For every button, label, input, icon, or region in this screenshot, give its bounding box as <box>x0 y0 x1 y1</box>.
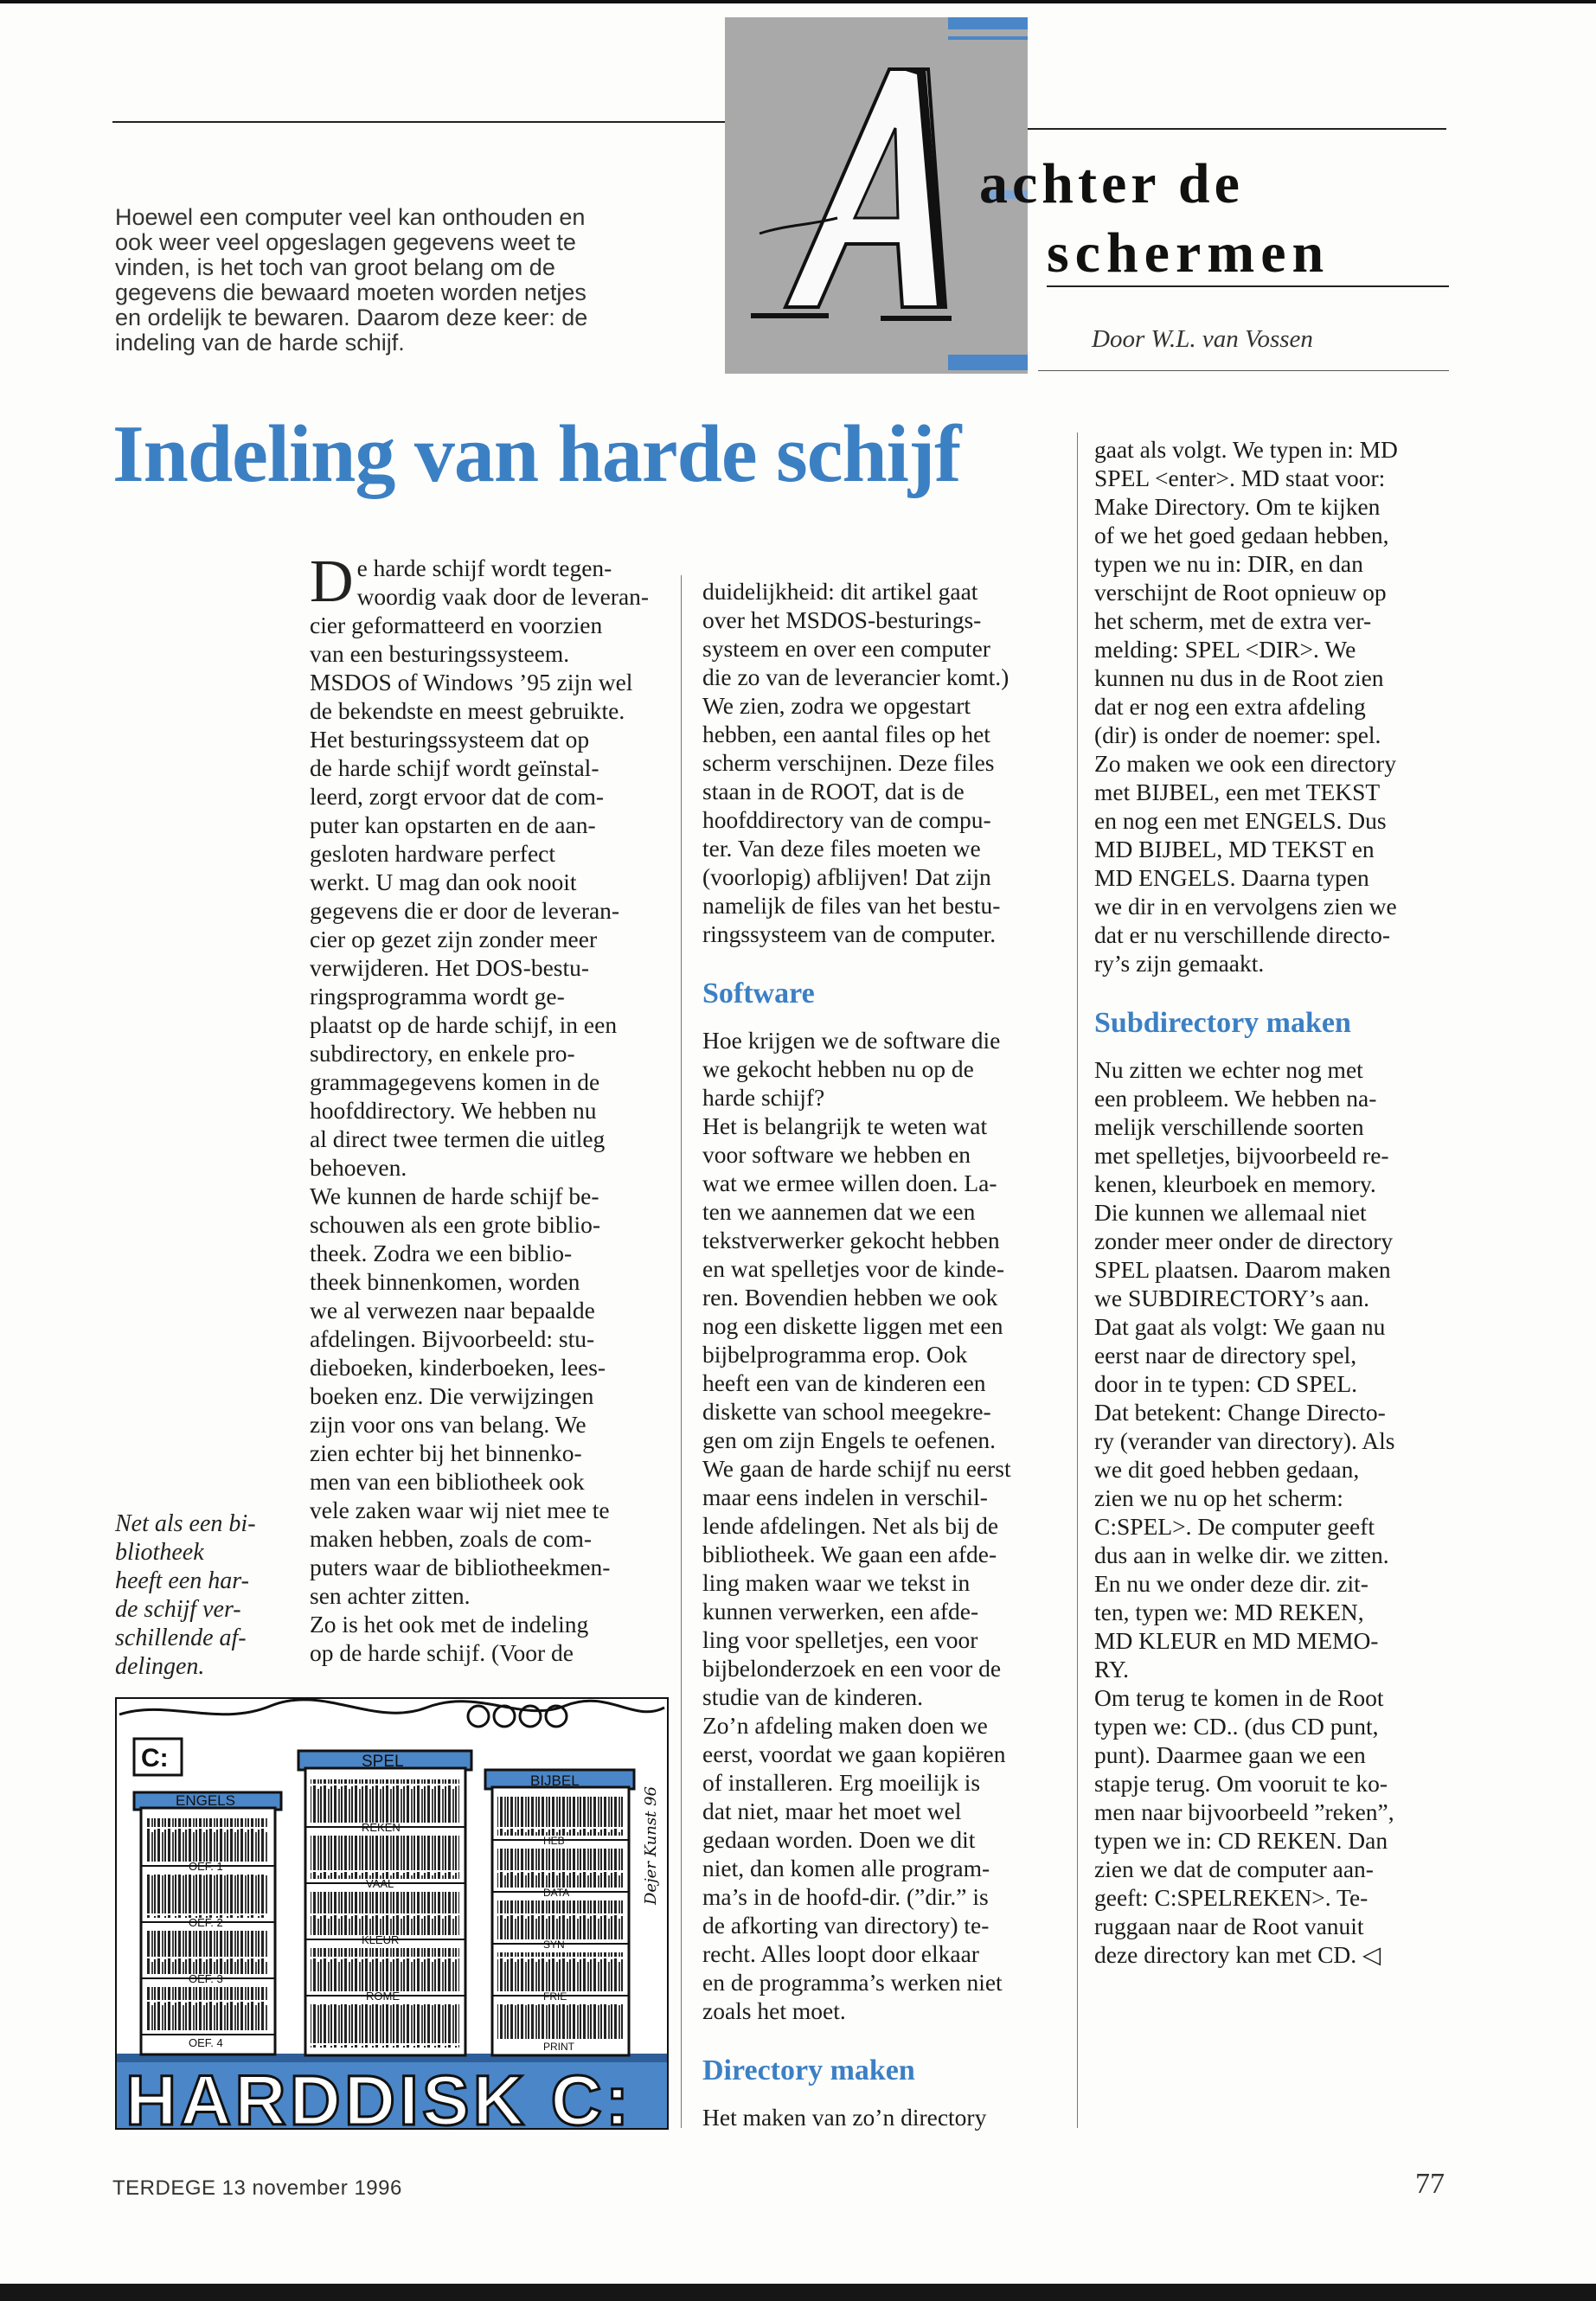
column-divider-2 <box>1077 433 1078 2128</box>
column-2-paragraph-3: Het maken van zo’n directory <box>702 2104 987 2131</box>
series-title-line1 <box>979 154 1244 215</box>
shelf-label: SYN <box>543 1939 565 1951</box>
series-title-line2: schermen <box>1047 221 1330 285</box>
shelf-label: VAAL <box>366 1877 394 1890</box>
intro-text: Hoewel een computer veel kan onthouden en ook weer veel opgeslagen gegevens weet te vinden, is het toch van groot belang om de gegevens die bewaard moeten worden netjes en ordelijk te bewaren. Daarom deze keer: de indeling van de harde schijf. <box>115 204 588 356</box>
shelf-label: OEF. 3 <box>189 1972 223 1985</box>
series-title-rest: chter de <box>1012 152 1244 215</box>
drive-label: C: <box>141 1744 169 1772</box>
cabinet-spel <box>298 1751 471 2055</box>
page-number: 77 <box>1415 2168 1445 2200</box>
column-2-paragraph-2: Hoe krijgen we de software die we gekocht hebben nu op de harde schijf? Het is belangrijk te weten wat voor software we hebben en wat we ermee willen doen. La- ten we aannemen dat we een tekstverwerker gekocht hebben en wat spelletjes voor de kinde- ren. Bovendien hebben we ook nog een diskette liggen met een bijbelprogramma erop. Ook heeft een van de kinderen een diskette van school meegekre- gen om zijn Engels te oefenen. We gaan de harde schijf nu eerst maar eens indelen in verschil- lende afdelingen. Net als bij de bibliotheek. We gaan een afde- ling maken waar we tekst in kunnen verwerken, een afde- ling voor spelletjes, een voor bijbelonderzoek en een voor de studie van de kinderen. Zo’n afdeling maken doen we eerst, voordat we gaan kopiëren of installeren. Erg moeilijk is dat niet, maar het moet wel gedaan worden. Doen we dit niet, dan komen alle program- ma’s in de hoofd-dir. (”dir.” is de afkorting van directory) te- recht. Alles loopt door elkaar en de programma’s werken niet zoals het moet. <box>702 1027 1011 2024</box>
byline: Door W.L. van Vossen <box>1092 325 1313 353</box>
shelf-label: FRIE <box>543 1990 567 2003</box>
footer-publication: TERDEGE 13 november 1996 <box>112 2176 402 2200</box>
shelf-label: KLEUR <box>362 1933 400 1946</box>
shelf-label: OEF. 4 <box>189 2036 223 2049</box>
cabinet-label: SPEL <box>362 1753 404 1771</box>
top-border <box>0 0 1596 3</box>
column-1-body: e harde schijf wordt tegen- woordig vaak door de leveran- cier geformatteerd en voorzien van een besturingssysteem. MSDOS of Windows ’95 zijn wel de bekendste en meest gebruikte. Het besturingssysteem dat op de harde schijf wordt geïnstal- leerd, zorgt ervoor dat de com- puter kan opstarten en de aan- gesloten hardware perfect werkt. U mag dan ook nooit gegevens die er door de leveran- cier op gezet zijn zonder meer verwijderen. Het DOS-bestu- ringsprogramma wordt ge- plaatst op de harde schijf, in een subdirectory, en enkele pro- grammagegevens komen in de hoofddirectory. We hebben nu al direct twee termen die uitleg behoeven. We kunnen de harde schijf be- schouwen als een grote biblio- theek. Zodra we een biblio- theek binnenkomen, worden we al verwezen naar bepaalde afdelingen. Bijvoorbeeld: stu- dieboeken, kinderboeken, lees- boeken enz. Die verwijzingen zijn voor ons van belang. We zien echter bij het binnenko- men van een bibliotheek ook vele zaken waar wij niet mee te maken hebben, zoals de com- puters waar de bibliotheekmen- sen achter zitten. Zo is het ook met de indeling op de harde schijf. (Voor de <box>310 554 650 1666</box>
cabinet-label: ENGELS <box>176 1792 235 1809</box>
series-underline <box>1047 285 1449 287</box>
shelf-label: OEF. 2 <box>189 1916 223 1929</box>
harddisk-drawing <box>115 1697 669 2130</box>
bottom-border <box>0 2284 1596 2301</box>
cabinet-label: BIJBEL <box>530 1772 580 1789</box>
cabinet-bijbel <box>485 1770 634 2055</box>
article-title: Indeling van harde schijf <box>112 409 961 499</box>
heading-software: Software <box>702 977 815 1009</box>
shelf-label: DATA <box>543 1887 570 1899</box>
shelf-label: REKEN <box>362 1821 401 1834</box>
shelf-label: HEB <box>543 1835 565 1847</box>
column-1 <box>310 548 673 1667</box>
column-3 <box>1094 435 1458 1969</box>
shelf-label: PRINT <box>543 2041 574 2053</box>
header-rule-left <box>112 121 727 123</box>
harddisk-illustration <box>115 1697 669 2130</box>
series-title-a: a <box>979 152 1012 215</box>
column-2-paragraph-1: duidelijkheid: dit artikel gaat over het MSDOS-besturings- systeem en over een computer die zo van de leverancier komt.) We zien, zodra we opgestart hebben, een aantal files op het scherm verschijnen. Deze files staan in de ROOT, dat is de hoofddirectory van de compu- ter. Van deze files moeten we (voorlopig) afblijven! Dat zijn namelijk de files van het bestu- ringssysteem van de computer. <box>702 578 1010 947</box>
heading-directory-maken: Directory maken <box>702 2054 915 2086</box>
heading-subdirectory-maken: Subdirectory maken <box>1094 1007 1351 1039</box>
illustration-caption: Net als een bi- bliotheek heeft een har- de schijf ver- schillende af- delingen. <box>115 1510 256 1680</box>
byline-rule <box>1038 370 1449 371</box>
column-divider-1 <box>681 575 682 2128</box>
shelf-label: OEF. 1 <box>189 1860 223 1873</box>
artist-signature: Dejer Kunst 96 <box>642 1786 660 1905</box>
column-3-paragraph-1: gaat als volgt. We typen in: MD SPEL <enter>. MD staat voor: Make Directory. Om te kijken of we het goed gedaan hebben, typen we nu in: DIR, en dan verschijnt de Root opnieuw op het scherm, met de extra ver- melding: SPEL <DIR>. We kunnen nu dus in de Root zien dat er nog een extra afdeling (dir) is onder de noemer: spel. Zo maken we ook een directory met BIJBEL, een met TEKST en nog een met ENGELS. Dus MD BIJBEL, MD TEKST en MD ENGELS. Daarna typen we dir in en vervolgens zien we dat er nu verschillende directo- ry’s zijn gemaakt. <box>1094 436 1398 977</box>
banner-text: HARDDISK C: <box>125 2061 633 2130</box>
column-2 <box>702 577 1066 2131</box>
cabinet-engels <box>134 1792 281 2054</box>
column-3-paragraph-2: Nu zitten we echter nog met een probleem. We hebben na- melijk verschillende soorten met spelletjes, bijvoorbeeld re- kenen, kleurboek en memory. Die kunnen we allemaal niet zonder meer onder de directory SPEL plaatsen. Daarom maken we SUBDIRECTORY’s aan. Dat gaat als volgt: We gaan nu eerst naar de directory spel, door in te typen: CD SPEL. Dat betekent: Change Directo- ry (verander van directory). Als we dit goed hebben gedaan, zien we nu op het scherm: C:SPEL>. De computer geeft dus aan in welke dir. we zitten. En nu we onder deze dir. zit- ten, typen we: MD REKEN, MD KLEUR en MD MEMO- RY. Om terug te komen in de Root typen we: CD.. (dus CD punt, punt). Daarmee gaan we een stapje terug. Om vooruit te ko- men naar bijvoorbeeld ”reken”, typen we in: CD REKEN. Dan zien we dat de computer aan- geeft: C:SPELREKEN>. Te- ruggaan naar de Root vanuit deze directory kan met CD. ◁ <box>1094 1056 1395 1968</box>
header-rule-right <box>1027 128 1446 130</box>
dropcap: D <box>310 548 354 615</box>
shelf-label: ROME <box>366 1990 400 2003</box>
